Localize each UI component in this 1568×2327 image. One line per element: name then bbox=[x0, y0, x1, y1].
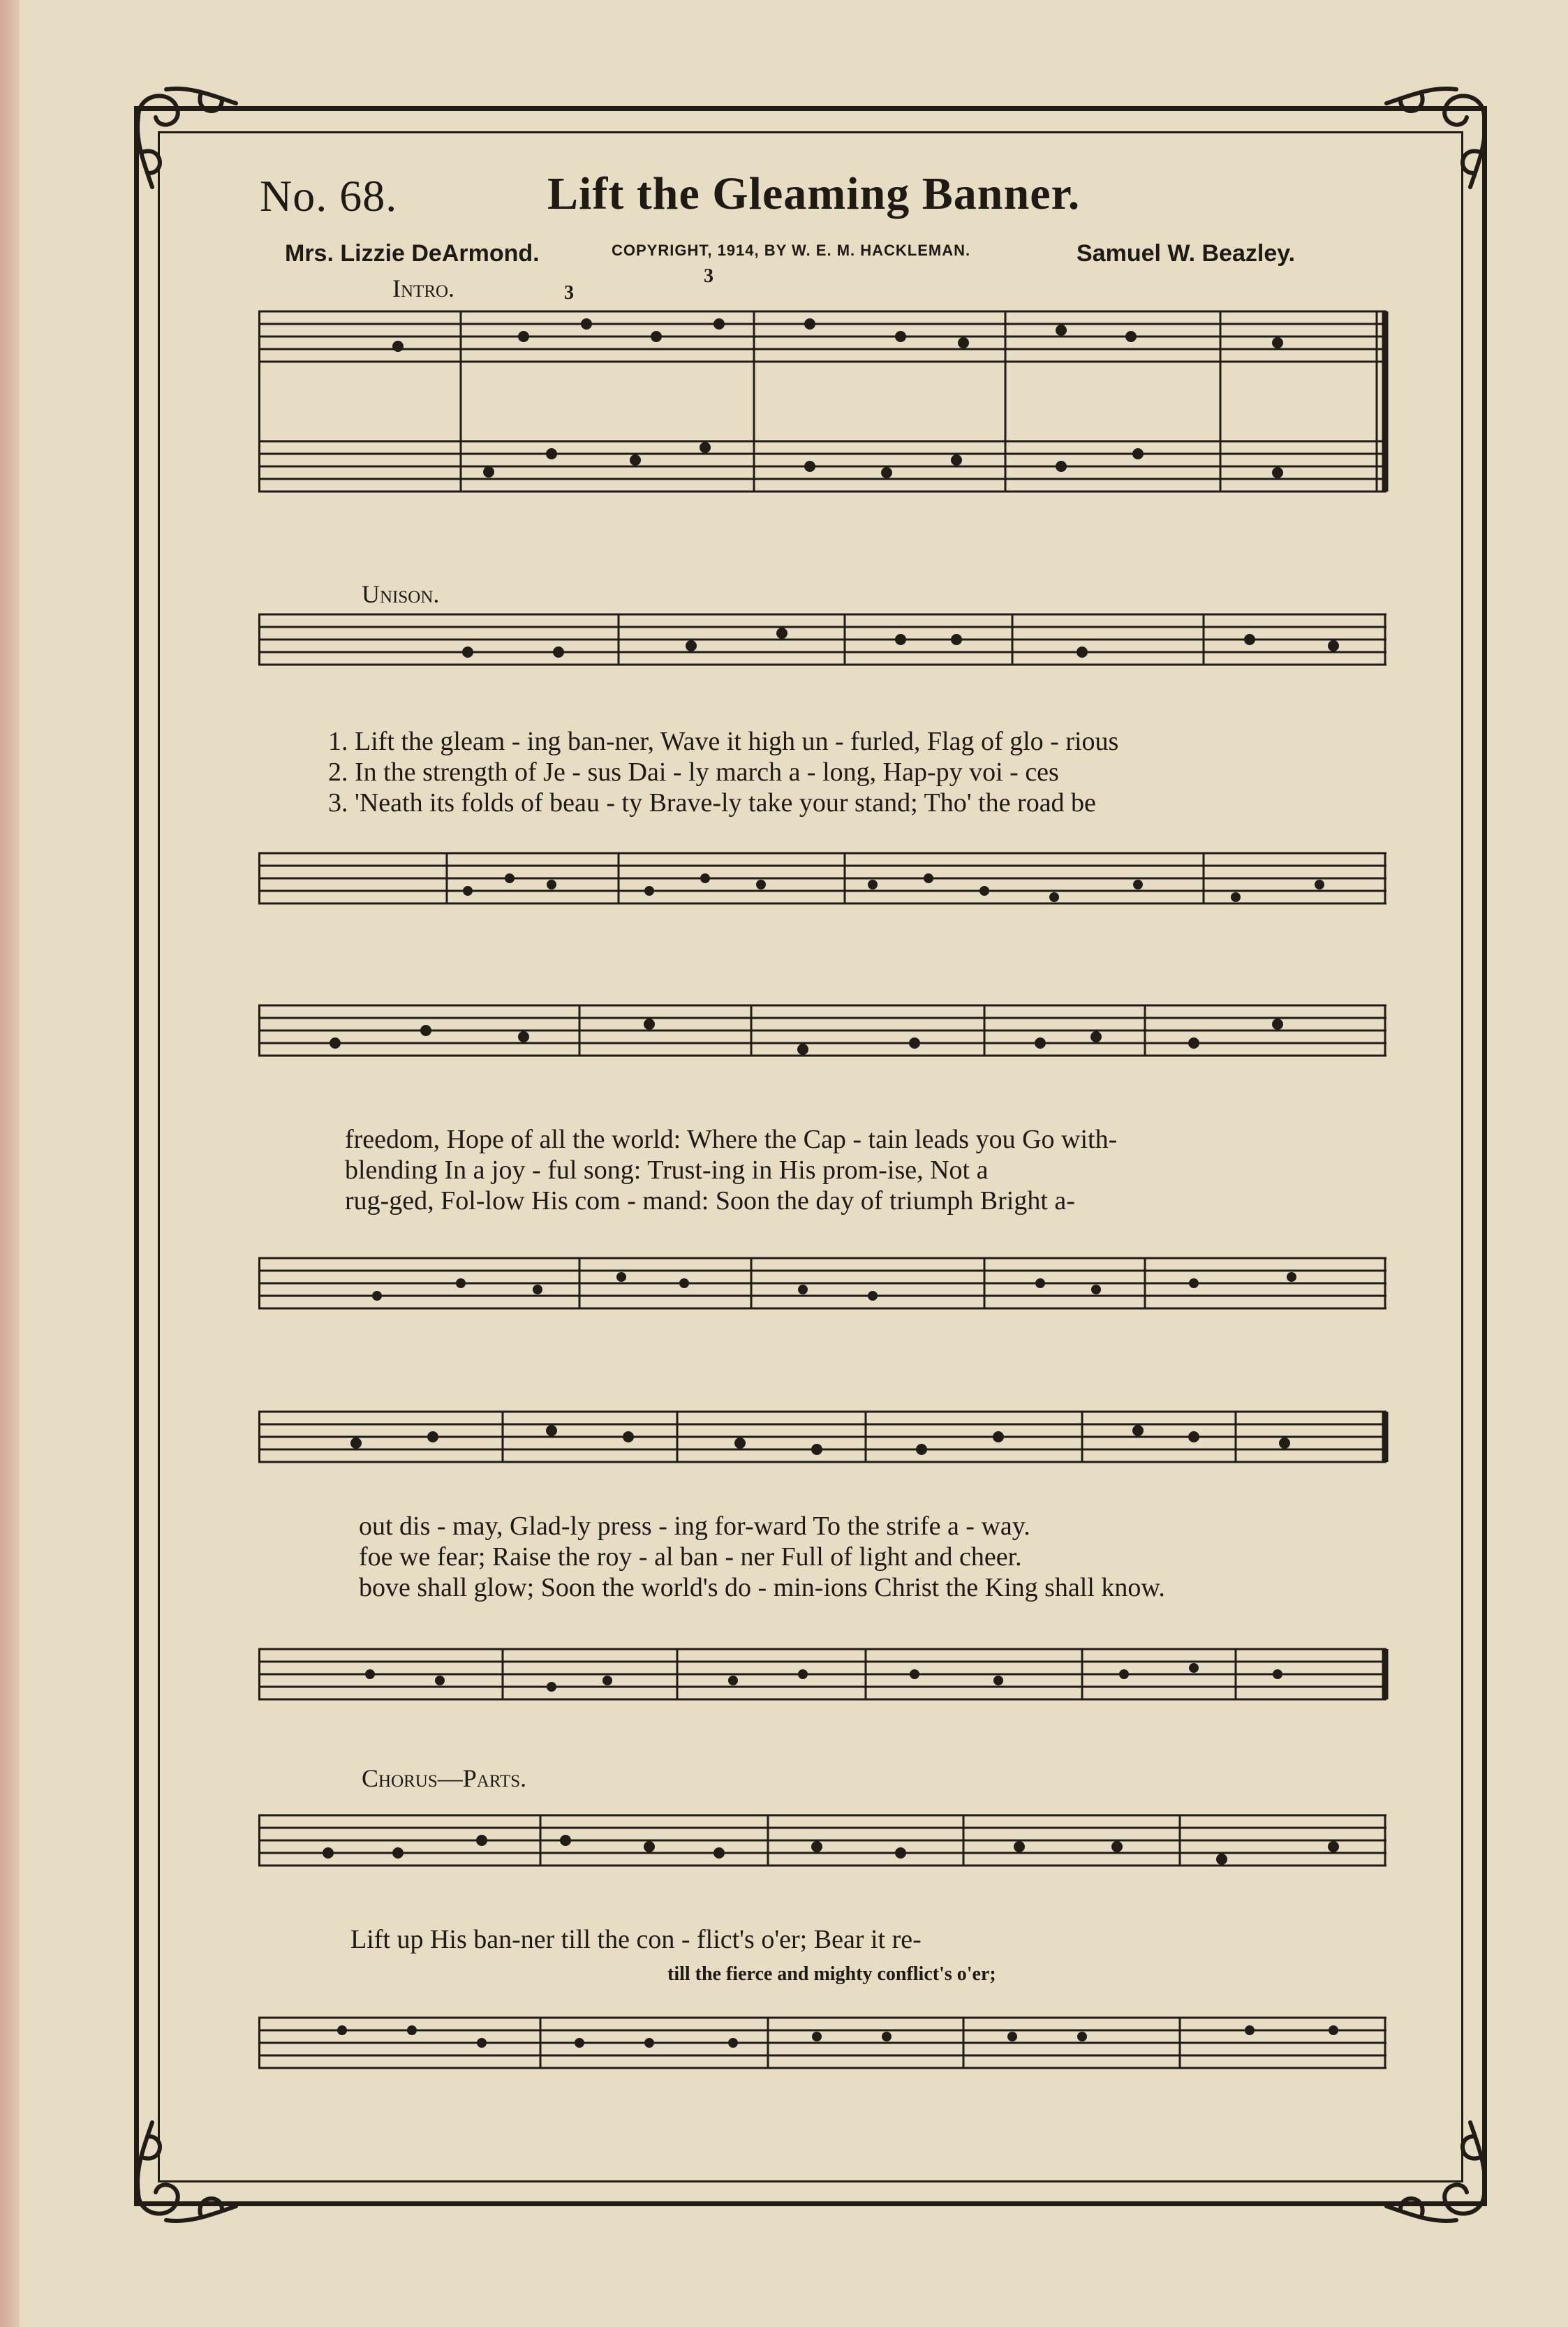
fingering-mark: 3 bbox=[564, 282, 574, 304]
verse3-line-3: bove shall glow; Soon the world's do - min-ions Christ the King shall know. bbox=[359, 1573, 1165, 1602]
verse3-line-1: 3. 'Neath its folds of beau - ty Brave-ly take your stand; Tho' the road be bbox=[328, 788, 1096, 818]
chorus-treble-staff bbox=[258, 1808, 1393, 1885]
system3-treble-staff bbox=[258, 998, 1393, 1075]
corner-ornament-icon bbox=[1380, 2115, 1498, 2234]
verse1-line-3: out dis - may, Glad-ly press - ing for-ward To the strife a - way. bbox=[359, 1512, 1030, 1541]
corner-ornament-icon bbox=[124, 2115, 243, 2234]
corner-ornament-icon bbox=[124, 75, 243, 194]
verse1-line-2: freedom, Hope of all the world: Where the Cap - tain leads you Go with- bbox=[345, 1125, 1118, 1154]
intro-label: Intro. bbox=[392, 274, 455, 302]
chorus-lyric: Lift up His ban-ner till the con - flict's o'er; Bear it re- bbox=[350, 1925, 922, 1954]
unison-treble-staff bbox=[258, 607, 1393, 684]
fingering-mark: 3 bbox=[704, 265, 713, 287]
system3-bass-staff bbox=[258, 1251, 1393, 1328]
system4-treble-staff bbox=[258, 1405, 1393, 1482]
page-edge bbox=[0, 0, 20, 2327]
hymn-title: Lift the Gleaming Banner. bbox=[547, 168, 1081, 219]
verse2-line-1: 2. In the strength of Je - sus Dai - ly march a - long, Hap-py voi - ces bbox=[328, 758, 1059, 787]
unison-label: Unison. bbox=[362, 580, 440, 608]
verse3-line-2: rug-ged, Fol-low His com - mand: Soon the day of triumph Bright a- bbox=[345, 1186, 1075, 1216]
corner-ornament-icon bbox=[1380, 75, 1498, 194]
unison-bass-staff bbox=[258, 846, 1393, 923]
intro-system-staff bbox=[258, 304, 1393, 542]
system4-bass-staff bbox=[258, 1642, 1393, 1719]
chorus-bass-staff bbox=[258, 2011, 1393, 2088]
copyright-notice: COPYRIGHT, 1914, BY W. E. M. HACKLEMAN. bbox=[612, 242, 971, 259]
verse2-line-3: foe we fear; Raise the roy - al ban - ner Full of light and cheer. bbox=[359, 1542, 1022, 1572]
chorus-alternate-lyric: till the fierce and mighty conflict's o'er; bbox=[667, 1963, 996, 1985]
composer-credit: Samuel W. Beazley. bbox=[1077, 240, 1296, 267]
hymn-number: No. 68. bbox=[260, 171, 398, 221]
verse1-line-1: 1. Lift the gleam - ing ban-ner, Wave it high un - furled, Flag of glo - rious bbox=[328, 727, 1119, 756]
chorus-label: Chorus—Parts. bbox=[362, 1764, 527, 1792]
lyricist-credit: Mrs. Lizzie DeArmond. bbox=[285, 240, 540, 267]
verse2-line-2: blending In a joy - ful song: Trust-ing in His prom-ise, Not a bbox=[345, 1155, 989, 1185]
